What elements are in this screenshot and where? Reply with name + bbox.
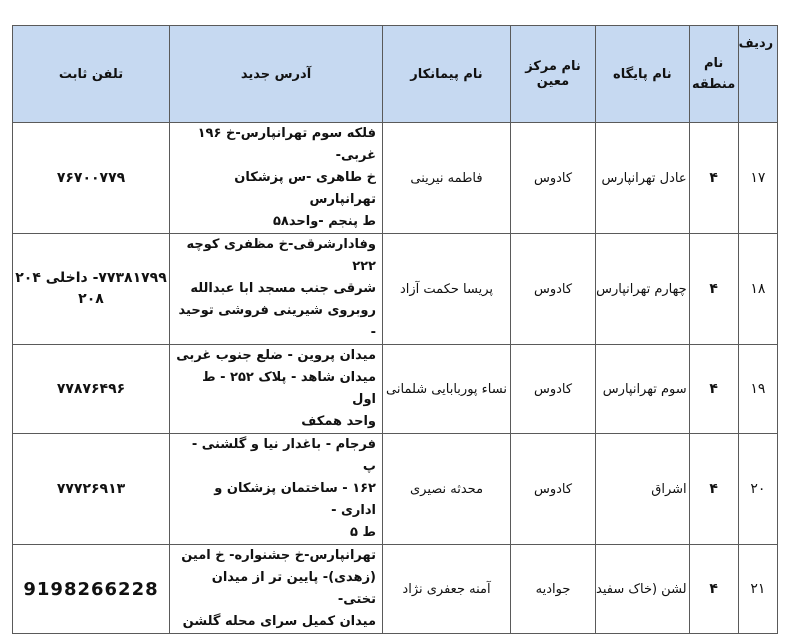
header-region-line1: نام bbox=[703, 56, 724, 71]
row-index-cell: ۱۹ bbox=[738, 345, 778, 434]
header-contractor: نام پیمانکار bbox=[383, 26, 511, 123]
bases-table bbox=[12, 25, 778, 634]
table-row bbox=[13, 123, 778, 234]
header-row-index: ردیف bbox=[738, 26, 778, 123]
center-cell: کادوس bbox=[511, 234, 596, 345]
header-phone: تلفن ثابت bbox=[13, 26, 170, 123]
header-center: نام مرکز معین bbox=[511, 26, 596, 123]
base-cell: چهارم تهرانپارس bbox=[596, 234, 690, 345]
address-line: خ طاهری -س پزشکان تهرانپارس bbox=[234, 170, 376, 207]
address-line: روبروی شیرینی فروشی توحید - bbox=[178, 303, 376, 340]
center-cell: کادوس bbox=[511, 434, 596, 545]
phone-cell bbox=[13, 545, 170, 634]
region-cell: ۴ bbox=[689, 434, 738, 545]
address-line: ط ۵ bbox=[350, 525, 376, 540]
address-cell bbox=[170, 434, 383, 545]
phone-cell bbox=[13, 123, 170, 234]
phone-line: ۷۶۷۰۰۷۷۹ bbox=[56, 169, 126, 186]
header-region bbox=[689, 26, 738, 123]
row-index-cell: ۲۱ bbox=[738, 545, 778, 634]
address-cell bbox=[170, 545, 383, 634]
region-cell: ۴ bbox=[689, 123, 738, 234]
address-line: فرجام - باغدار نیا و گلشنی - پ bbox=[191, 437, 376, 474]
phone-line: ۷۷۷۲۶۹۱۳ bbox=[56, 480, 126, 497]
header-address: آدرس جدید bbox=[170, 26, 383, 123]
center-cell: جوادیه bbox=[511, 545, 596, 634]
base-cell: اشراق bbox=[596, 434, 690, 545]
row-index-cell: ۲۰ bbox=[738, 434, 778, 545]
address-line: میدان کمیل سرای محله گلشن bbox=[182, 614, 376, 629]
center-cell: کادوس bbox=[511, 123, 596, 234]
phone-cell bbox=[13, 434, 170, 545]
contractor-cell: فاطمه نیرینی bbox=[383, 123, 511, 234]
address-cell bbox=[170, 345, 383, 434]
address-cell bbox=[170, 234, 383, 345]
header-base: نام پایگاه bbox=[596, 26, 690, 123]
region-cell: ۴ bbox=[689, 234, 738, 345]
address-line: واحد همکف bbox=[301, 414, 376, 429]
base-cell: سوم تهرانپارس bbox=[596, 345, 690, 434]
contractor-cell: پریسا حکمت آزاد bbox=[383, 234, 511, 345]
phone-line: ۷۷۸۷۶۴۹۶ bbox=[56, 380, 126, 397]
phone-cell bbox=[13, 234, 170, 345]
phone-cell bbox=[13, 345, 170, 434]
table-row bbox=[13, 234, 778, 345]
row-index-cell: ۱۸ bbox=[738, 234, 778, 345]
contractor-cell: آمنه جعفری نژاد bbox=[383, 545, 511, 634]
address-cell bbox=[170, 123, 383, 234]
address-line: وفادارشرقی-خ مظفری کوچه ۲۲۲ bbox=[186, 237, 376, 274]
table-header-row bbox=[13, 26, 778, 123]
table-row bbox=[13, 434, 778, 545]
row-index-cell: ۱۷ bbox=[738, 123, 778, 234]
table-row bbox=[13, 345, 778, 434]
address-line: ۱۶۲ - ساختمان پزشکان و اداری - bbox=[214, 481, 376, 518]
address-line: میدان پروین - ضلع جنوب غربی bbox=[176, 348, 376, 363]
region-cell: ۴ bbox=[689, 545, 738, 634]
table-container bbox=[12, 25, 778, 634]
region-cell: ۴ bbox=[689, 345, 738, 434]
base-cell: عادل تهرانپارس bbox=[596, 123, 690, 234]
phone-line: ۷۷۳۸۱۷۹۹- داخلی ۲۰۴ bbox=[15, 270, 167, 286]
address-line: (زهدی)- پایین تر از میدان تختی- bbox=[211, 570, 376, 607]
address-line: فلکه سوم تهرانپارس-خ ۱۹۶ غربی- bbox=[197, 126, 376, 163]
table-row bbox=[13, 545, 778, 634]
address-line: تهرانپارس-خ جشنواره- خ امین bbox=[181, 548, 376, 563]
contractor-cell: نساء پوربابایی شلمانی bbox=[383, 345, 511, 434]
phone-line: ۲۰۸ bbox=[78, 291, 104, 307]
address-line: میدان شاهد - پلاک ۲۵۲ - ط اول bbox=[202, 370, 376, 407]
center-cell: کادوس bbox=[511, 345, 596, 434]
phone-line: 9198266228 bbox=[23, 578, 159, 600]
contractor-cell: محدثه نصیری bbox=[383, 434, 511, 545]
address-line: شرقی جنب مسجد ابا عبدالله bbox=[190, 281, 376, 296]
address-line: ط پنجم -واحد۵۸ bbox=[273, 214, 376, 229]
base-cell: لشن (خاک سفید bbox=[596, 545, 690, 634]
header-region-line2: منطقه bbox=[692, 77, 736, 92]
